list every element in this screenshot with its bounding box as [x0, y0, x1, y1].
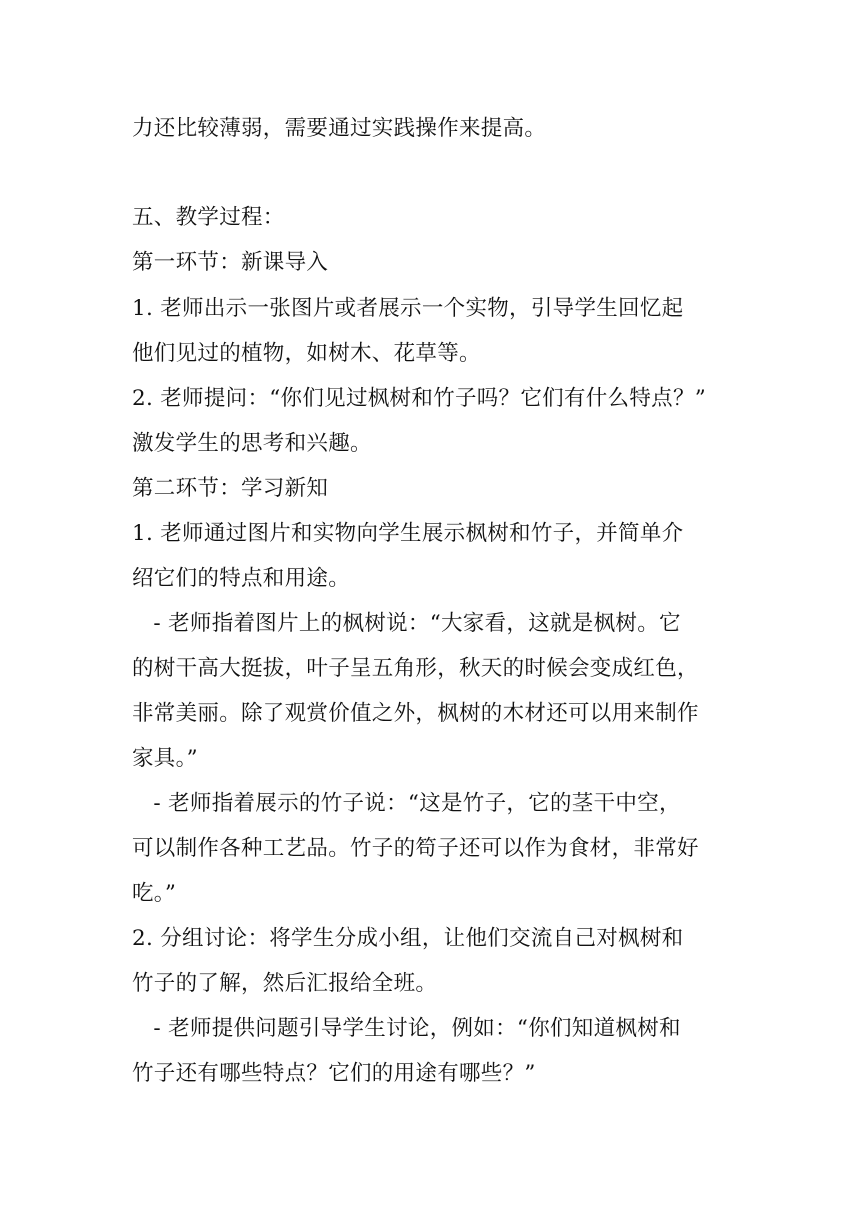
text-line: - 老师指着展示的竹子说：“这是竹子，它的茎干中空， [132, 791, 681, 816]
text-line: - 老师提供问题引导学生讨论，例如：“你们知道枫树和 [132, 1016, 681, 1041]
text-line: 绍它们的特点和用途。 [132, 566, 351, 591]
text-line: 1. 老师通过图片和实物向学生展示枫树和竹子，并简单介 [132, 521, 684, 546]
text-line: 竹子还有哪些特点？它们的用途有哪些？” [132, 1061, 536, 1086]
text-line: 力还比较薄弱，需要通过实践操作来提高。 [132, 116, 547, 141]
subsection-heading: 第一环节：新课导入 [132, 250, 329, 275]
text-line: 非常美丽。除了观赏价值之外，枫树的木材还可以用来制作 [132, 701, 699, 726]
text-line: 2. 分组讨论：将学生分成小组，让他们交流自己对枫树和 [132, 926, 684, 951]
subsection-heading: 第二环节：学习新知 [132, 476, 329, 501]
text-line: 他们见过的植物，如树木、花草等。 [132, 341, 481, 366]
text-line: 激发学生的思考和兴趣。 [132, 431, 372, 456]
text-line: 可以制作各种工艺品。竹子的笱子还可以作为食材，非常好 [132, 836, 699, 861]
text-line: 竹子的了解，然后汇报给全班。 [132, 971, 438, 996]
text-line: 1. 老师出示一张图片或者展示一个实物，引导学生回忆起 [132, 296, 684, 321]
text-line: 吃。” [132, 881, 177, 906]
text-line: - 老师指着图片上的枫树说：“大家看，这就是枫树。它 [132, 611, 681, 636]
text-line: 2. 老师提问：“你们见过枫树和竹子吗？它们有什么特点？” [132, 386, 707, 411]
text-line: 家具。” [132, 746, 198, 771]
text-line: 的树干高大挺拔，叶子呈五角形，秋天的时候会变成红色， [132, 656, 699, 681]
section-heading: 五、教学过程： [132, 205, 285, 230]
